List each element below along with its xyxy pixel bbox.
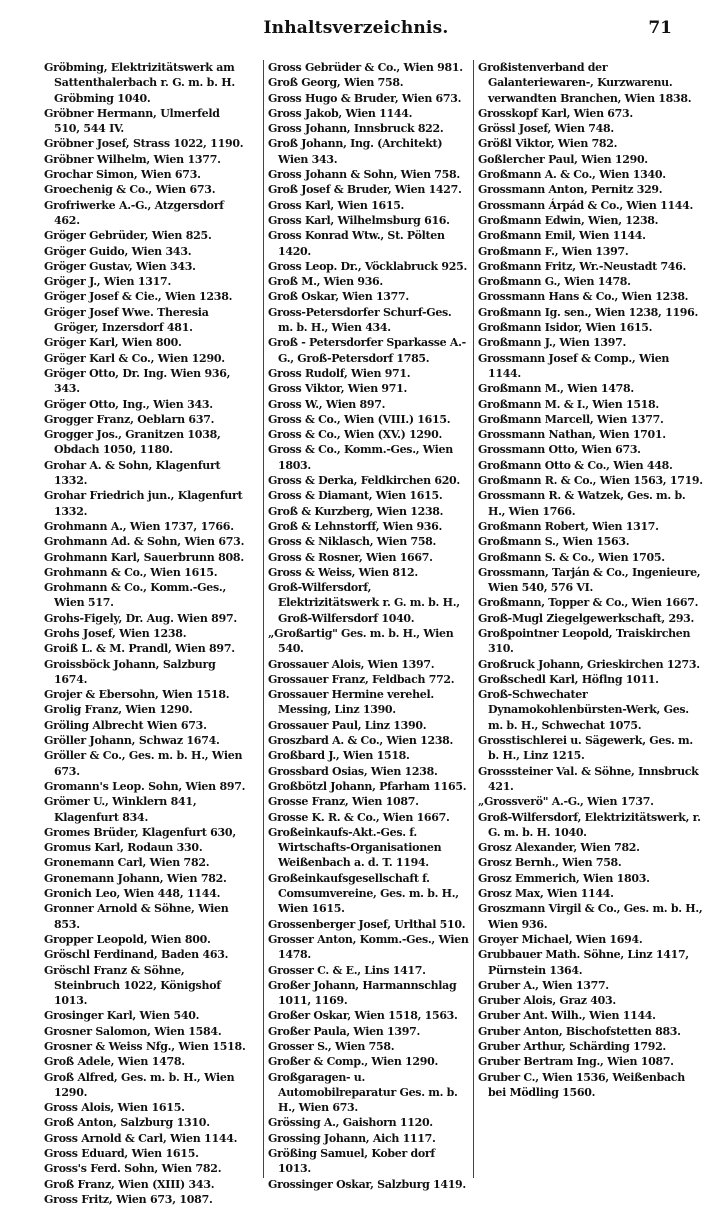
index-entry: Großeinkaufsgesellschaft f. Comsumvereine, Ges. m. b. H., Wien 1615.: [268, 871, 459, 916]
index-entry: Gröger Gebrüder, Wien 825.: [44, 229, 212, 243]
index-entry: Grosz Max, Wien 1144.: [478, 887, 614, 901]
index-entry: Groszmann Virgil & Co., Ges. m. b. H., Wien 936.: [478, 902, 703, 931]
index-entry: Gröger Guido, Wien 343.: [44, 244, 192, 258]
index-entry: Großgaragen- u. Automobilreparatur Ges. m. b. H., Wien 673.: [268, 1070, 458, 1115]
index-entry: Gröbming, Elektrizitätswerk am Sattenthalerbach r. G. m. b. H. Gröbming 1040.: [44, 61, 235, 105]
index-entry: Groß Josef & Bruder, Wien 1427.: [268, 183, 462, 197]
index-entry: Grojer & Ebersohn, Wien 1518.: [44, 688, 230, 702]
index-entry: Gröger Otto, Dr. Ing. Wien 936, 343.: [44, 366, 231, 396]
index-entry: Grohmann Ad. & Sohn, Wien 673.: [44, 535, 245, 549]
index-entry: Großmann Robert, Wien 1317.: [478, 519, 659, 533]
index-entry: Gröger J., Wien 1317.: [44, 275, 172, 289]
index-entry: Gross & Weiss, Wien 812.: [268, 565, 418, 579]
index-entry: Gross W., Wien 897.: [268, 397, 386, 411]
index-entry: Groß Alfred, Ges. m. b. H., Wien 1290.: [44, 1070, 235, 1099]
page-header: [0, 14, 712, 44]
index-entry: Großmann J., Wien 1397.: [478, 336, 627, 350]
index-column-2: [263, 60, 469, 1191]
index-entry: Großpointner Leopold, Traiskirchen 310.: [478, 626, 691, 656]
index-entry: Grosner Salomon, Wien 1584.: [44, 1024, 222, 1038]
index-entry: Großmann G., Wien 1478.: [478, 275, 631, 289]
index-entry: Gruber Arthur, Schärding 1792.: [478, 1040, 666, 1053]
index-entry: Großer Oskar, Wien 1518, 1563.: [268, 1009, 458, 1023]
index-entry: Gross Johann, Innsbruck 822.: [268, 122, 444, 136]
index-entry: Grohmann & Co., Komm.-Ges., Wien 517.: [44, 581, 227, 610]
index-entry: Großmann Marcell, Wien 1377.: [478, 412, 664, 426]
index-entry: Gross & Rosner, Wien 1667.: [268, 550, 433, 564]
index-entry: Groissböck Johann, Salzburg 1674.: [44, 657, 216, 686]
index-entry: Groß - Petersdorfer Sparkasse A.-G., Groß-Petersdorf 1785.: [268, 336, 466, 365]
index-column-3: [473, 60, 704, 1178]
index-entry: Gruber Anton, Bischofstetten 883.: [478, 1024, 681, 1038]
index-entry: Gruber Bertram Ing., Wien 1087.: [478, 1055, 674, 1069]
index-entry: Grossbard Osias, Wien 1238.: [268, 764, 438, 778]
index-entry: Großmann Emil, Wien 1144.: [478, 229, 646, 243]
index-entry: Grossing Johann, Aich 1117.: [268, 1131, 436, 1145]
index-entry: Gross Johann & Sohn, Wien 758.: [268, 168, 460, 182]
index-entry: Grohar Friedrich jun., Klagenfurt 1332.: [44, 489, 243, 518]
index-entry: Großmann Fritz, Wr.-Neustadt 746.: [478, 259, 687, 273]
page-number: 71: [648, 18, 672, 38]
index-entry: Gross Karl, Wien 1615.: [268, 198, 405, 212]
index-entry: Gross & Niklasch, Wien 758.: [268, 535, 437, 549]
index-entry: Grossmann Nathan, Wien 1701.: [478, 428, 666, 442]
index-entry: Groechenig & Co., Wien 673.: [44, 183, 216, 197]
index-entry: Grogger Franz, Oeblarn 637.: [44, 412, 215, 426]
index-entry: Gröger Karl & Co., Wien 1290.: [44, 351, 225, 365]
index-entry: Großmann A. & Co., Wien 1340.: [478, 168, 666, 182]
index-entry: Großbötzl Johann, Pfarham 1165.: [268, 779, 467, 793]
index-entry: Gröger Josef Wwe. Theresia Gröger, Inzersdorf 481.: [44, 305, 209, 335]
index-entry: Großruck Johann, Grieskirchen 1273.: [478, 657, 700, 671]
index-entry: Grubbauer Math. Söhne, Linz 1417, Pürnstein 1364.: [478, 948, 689, 977]
index-entry: Großmann M. & I., Wien 1518.: [478, 397, 659, 411]
index-entry: Groß Anton, Salzburg 1310.: [44, 1116, 210, 1130]
index-entry: Grosser C. & E., Lins 1417.: [268, 963, 426, 977]
index-entry: Großer Johann, Harmannschlag 1011, 1169.: [268, 978, 457, 1008]
index-entry: Gross & Diamant, Wien 1615.: [268, 489, 443, 503]
index-entry: Grössing A., Gaishorn 1120.: [268, 1116, 433, 1130]
index-entry: Groß-Schwechater Dynamokohlenbürsten-Werk, Ges. m. b. H., Schwechat 1075.: [478, 688, 689, 732]
index-entry: Grosinger Karl, Wien 540.: [44, 1009, 200, 1023]
index-entry: Gross-Petersdorfer Schurf-Ges. m. b. H., Wien 434.: [268, 305, 452, 335]
index-entry: Grossmann Josef & Comp., Wien 1144.: [478, 351, 670, 380]
index-entry: Groyer Michael, Wien 1694.: [478, 932, 643, 946]
index-entry: Gröbner Wilhelm, Wien 1377.: [44, 152, 221, 166]
index-entry: Gross Karl, Wilhelmsburg 616.: [268, 213, 450, 227]
index-entry: Gruber C., Wien 1536, Weißenbach bei Mödling 1560.: [478, 1070, 685, 1099]
index-entry: Groß-Mugl Ziegelgewerkschaft, 293.: [478, 611, 695, 625]
index-entry: Groß Adele, Wien 1478.: [44, 1055, 185, 1069]
index-entry: Großmann R. & Co., Wien 1563, 1719.: [478, 474, 703, 488]
index-entry: Grossinger Oskar, Salzburg 1419.: [268, 1177, 466, 1191]
index-entry: Gross Jakob, Wien 1144.: [268, 106, 413, 120]
index-entry: Gross Viktor, Wien 971.: [268, 382, 408, 396]
index-entry: Grosser Anton, Komm.-Ges., Wien 1478.: [268, 932, 469, 962]
index-entry: Grolig Franz, Wien 1290.: [44, 703, 193, 717]
index-entry: Grossmann Árpád & Co., Wien 1144.: [478, 198, 694, 212]
index-entry: Grosner & Weiss Nfg., Wien 1518.: [44, 1040, 246, 1053]
index-entry: Grosssteiner Val. & Söhne, Innsbruck 421.: [478, 764, 699, 793]
index-entry: Großbard J., Wien 1518.: [268, 749, 410, 763]
index-entry: Gross Leop. Dr., Vöcklabruck 925.: [268, 259, 467, 273]
index-entry: Gronner Arnold & Söhne, Wien 853.: [44, 902, 229, 931]
index-entry: Gross's Ferd. Sohn, Wien 782.: [44, 1162, 222, 1176]
index-entry: Gröller Johann, Schwaz 1674.: [44, 734, 220, 748]
index-entry: Groß Georg, Wien 758.: [268, 76, 404, 90]
index-entry: Goßlercher Paul, Wien 1290.: [478, 152, 648, 166]
index-entry: Groß-Wilfersdorf, Elektrizitätswerk, r. G. m. b. H. 1040.: [478, 810, 701, 839]
index-entry: Gross Fritz, Wien 673, 1087.: [44, 1192, 213, 1206]
index-entry: Größl Viktor, Wien 782.: [478, 137, 618, 151]
index-entry: Gröger Otto, Ing., Wien 343.: [44, 397, 213, 411]
index-entry: Gromann's Leop. Sohn, Wien 897.: [44, 779, 246, 793]
index-entry: Gröschl Ferdinand, Baden 463.: [44, 948, 229, 962]
index-entry: Größing Samuel, Kober dorf 1013.: [268, 1147, 435, 1176]
index-entry: Großeinkaufs-Akt.-Ges. f. Wirtschafts-Organisationen Weißenbach a. d. T. 1194.: [268, 825, 442, 870]
index-entry: Gross & Co., Komm.-Ges., Wien 1803.: [268, 443, 453, 472]
index-entry: Gross Konrad Wtw., St. Pölten 1420.: [268, 229, 445, 258]
index-entry: Grosse K. R. & Co., Wien 1667.: [268, 810, 450, 824]
index-entry: Grosskopf Karl, Wien 673.: [478, 106, 633, 120]
index-entry: Groß & Lehnstorff, Wien 936.: [268, 519, 443, 533]
index-entry: Grossauer Paul, Linz 1390.: [268, 718, 427, 732]
index-entry: Großmann, Topper & Co., Wien 1667.: [478, 596, 699, 610]
index-entry: Groß & Kurzberg, Wien 1238.: [268, 504, 444, 518]
index-entry: Gruber Ant. Wilh., Wien 1144.: [478, 1009, 656, 1023]
index-entry: Grossauer Hermine verehel. Messing, Linz 1390.: [268, 688, 434, 717]
index-entry: Gröbner Hermann, Ulmerfeld 510, 544 IV.: [44, 106, 220, 136]
index-entry: Gröger Karl, Wien 800.: [44, 336, 182, 350]
index-entry: Grohmann Karl, Sauerbrunn 808.: [44, 550, 244, 564]
index-entry: Gross & Derka, Feldkirchen 620.: [268, 474, 460, 488]
index-entry: Großistenverband der Galanteriewaren-, Kurzwarenu. verwandten Branchen, Wien 1838.: [478, 61, 692, 105]
index-entry: Gromus Karl, Rodaun 330.: [44, 841, 203, 855]
index-entry: Grohs-Figely, Dr. Aug. Wien 897.: [44, 611, 237, 625]
index-entry: Gronemann Johann, Wien 782.: [44, 871, 227, 885]
index-entry: Grömer U., Winklern 841, Klagenfurt 834.: [44, 795, 197, 824]
index-entry: Grossenberger Josef, Urlthal 510.: [268, 917, 466, 931]
index-entry: Grossmann Anton, Pernitz 329.: [478, 183, 663, 197]
index-entry: „Grossverö" A.-G., Wien 1737.: [478, 795, 654, 809]
index-entry: Gromes Brüder, Klagenfurt 630,: [44, 825, 236, 839]
index-entry: Gross Rudolf, Wien 971.: [268, 366, 411, 380]
index-entry: Gröller & Co., Ges. m. b. H., Wien 673.: [44, 749, 243, 778]
index-entry: Grohar A. & Sohn, Klagenfurt 1332.: [44, 458, 221, 488]
index-entry: Grossmann, Tarján & Co., Ingenieure, Wien 540, 576 VI.: [478, 565, 701, 595]
index-entry: „Großartig" Ges. m. b. H., Wien 540.: [268, 626, 454, 656]
index-entry: Gröger Gustav, Wien 343.: [44, 259, 196, 273]
index-entry: Groß-Wilfersdorf, Elektrizitätswerk r. G. m. b. H., Groß-Wilfersdorf 1040.: [268, 581, 460, 625]
index-entry: Grosse Franz, Wien 1087.: [268, 795, 419, 809]
index-entry: Grochar Simon, Wien 673.: [44, 168, 201, 182]
index-entry: Grosstischlerei u. Sägewerk, Ges. m. b. H., Linz 1215.: [478, 734, 693, 763]
index-entry: Groß M., Wien 936.: [268, 275, 383, 289]
index-entry: Grossauer Franz, Feldbach 772.: [268, 672, 455, 686]
index-entry: Groß Oskar, Wien 1377.: [268, 290, 409, 304]
index-entry: Grosz Bernh., Wien 758.: [478, 856, 622, 870]
index-entry: Großer & Comp., Wien 1290.: [268, 1055, 438, 1069]
index-entry: Gröger Josef & Cie., Wien 1238.: [44, 290, 233, 304]
index-entry: Großmann Ig. sen., Wien 1238, 1196.: [478, 305, 699, 319]
index-entry: Grosz Alexander, Wien 782.: [478, 841, 640, 855]
index-entry: Großmann S., Wien 1563.: [478, 535, 630, 549]
index-entry: Großmann F., Wien 1397.: [478, 244, 629, 258]
index-entry: Gruber A., Wien 1377.: [478, 978, 609, 992]
index-entry: Großmann Isidor, Wien 1615.: [478, 321, 653, 335]
index-entry: Gröbner Josef, Strass 1022, 1190.: [44, 137, 244, 151]
index-entry: Gross Alois, Wien 1615.: [44, 1101, 185, 1115]
index-entry: Gröling Albrecht Wien 673.: [44, 718, 207, 732]
index-entry: Großmann Otto & Co., Wien 448.: [478, 458, 673, 472]
index-entry: Gröschl Franz & Söhne, Steinbruch 1022, Königshof 1013.: [44, 963, 221, 1008]
index-entry: Groß Franz, Wien (XIII) 343.: [44, 1177, 215, 1191]
index-entry: Großer Paula, Wien 1397.: [268, 1024, 420, 1038]
index-entry: Gropper Leopold, Wien 800.: [44, 932, 211, 946]
index-entry: Grogger Jos., Granitzen 1038, Obdach 1050, 1180.: [44, 428, 221, 457]
index-entry: Grossmann Hans & Co., Wien 1238.: [478, 290, 689, 304]
index-entry: Grohs Josef, Wien 1238.: [44, 626, 187, 640]
index-entry: Grossauer Alois, Wien 1397.: [268, 657, 435, 671]
index-entry: Grössl Josef, Wien 748.: [478, 122, 614, 136]
index-entry: Gross Arnold & Carl, Wien 1144.: [44, 1131, 238, 1145]
index-entry: Gross & Co., Wien (XV.) 1290.: [268, 428, 443, 442]
index-entry: Grohmann & Co., Wien 1615.: [44, 565, 218, 579]
index-entry: Gross Hugo & Bruder, Wien 673.: [268, 91, 462, 105]
index-entry: Grosz Emmerich, Wien 1803.: [478, 871, 650, 885]
index-entry: Groß Johann, Ing. (Architekt) Wien 343.: [268, 137, 443, 166]
index-entry: Gronemann Carl, Wien 782.: [44, 856, 210, 870]
index-entry: Groszbard A. & Co., Wien 1238.: [268, 734, 454, 748]
index-entry: Gruber Alois, Graz 403.: [478, 994, 616, 1008]
index-entry: Großmann Edwin, Wien, 1238.: [478, 213, 659, 227]
page-title: Inhaltsverzeichnis.: [263, 18, 449, 38]
index-entry: Grohmann A., Wien 1737, 1766.: [44, 519, 234, 533]
index-entry: Gross & Co., Wien (VIII.) 1615.: [268, 412, 451, 426]
index-entry: Großmann M., Wien 1478.: [478, 382, 634, 396]
index-entry: Grosser S., Wien 758.: [268, 1040, 395, 1053]
index-column-1: [44, 60, 248, 1206]
index-entry: Grofriwerke A.-G., Atzgersdorf 462.: [44, 198, 224, 227]
index-entry: Gross Gebrüder & Co., Wien 981.: [268, 61, 463, 74]
index-entry: Gross Eduard, Wien 1615.: [44, 1147, 199, 1161]
index-entry: Gronich Leo, Wien 448, 1144.: [44, 887, 221, 901]
index-entry: Grossmann R. & Watzek, Ges. m. b. H., Wien 1766.: [478, 489, 686, 518]
index-entry: Großschedl Karl, Höflng 1011.: [478, 672, 659, 686]
index-entry: Groiß L. & M. Prandl, Wien 897.: [44, 642, 235, 656]
index-entry: Grossmann Otto, Wien 673.: [478, 443, 641, 457]
index-entry: Großmann S. & Co., Wien 1705.: [478, 550, 665, 564]
